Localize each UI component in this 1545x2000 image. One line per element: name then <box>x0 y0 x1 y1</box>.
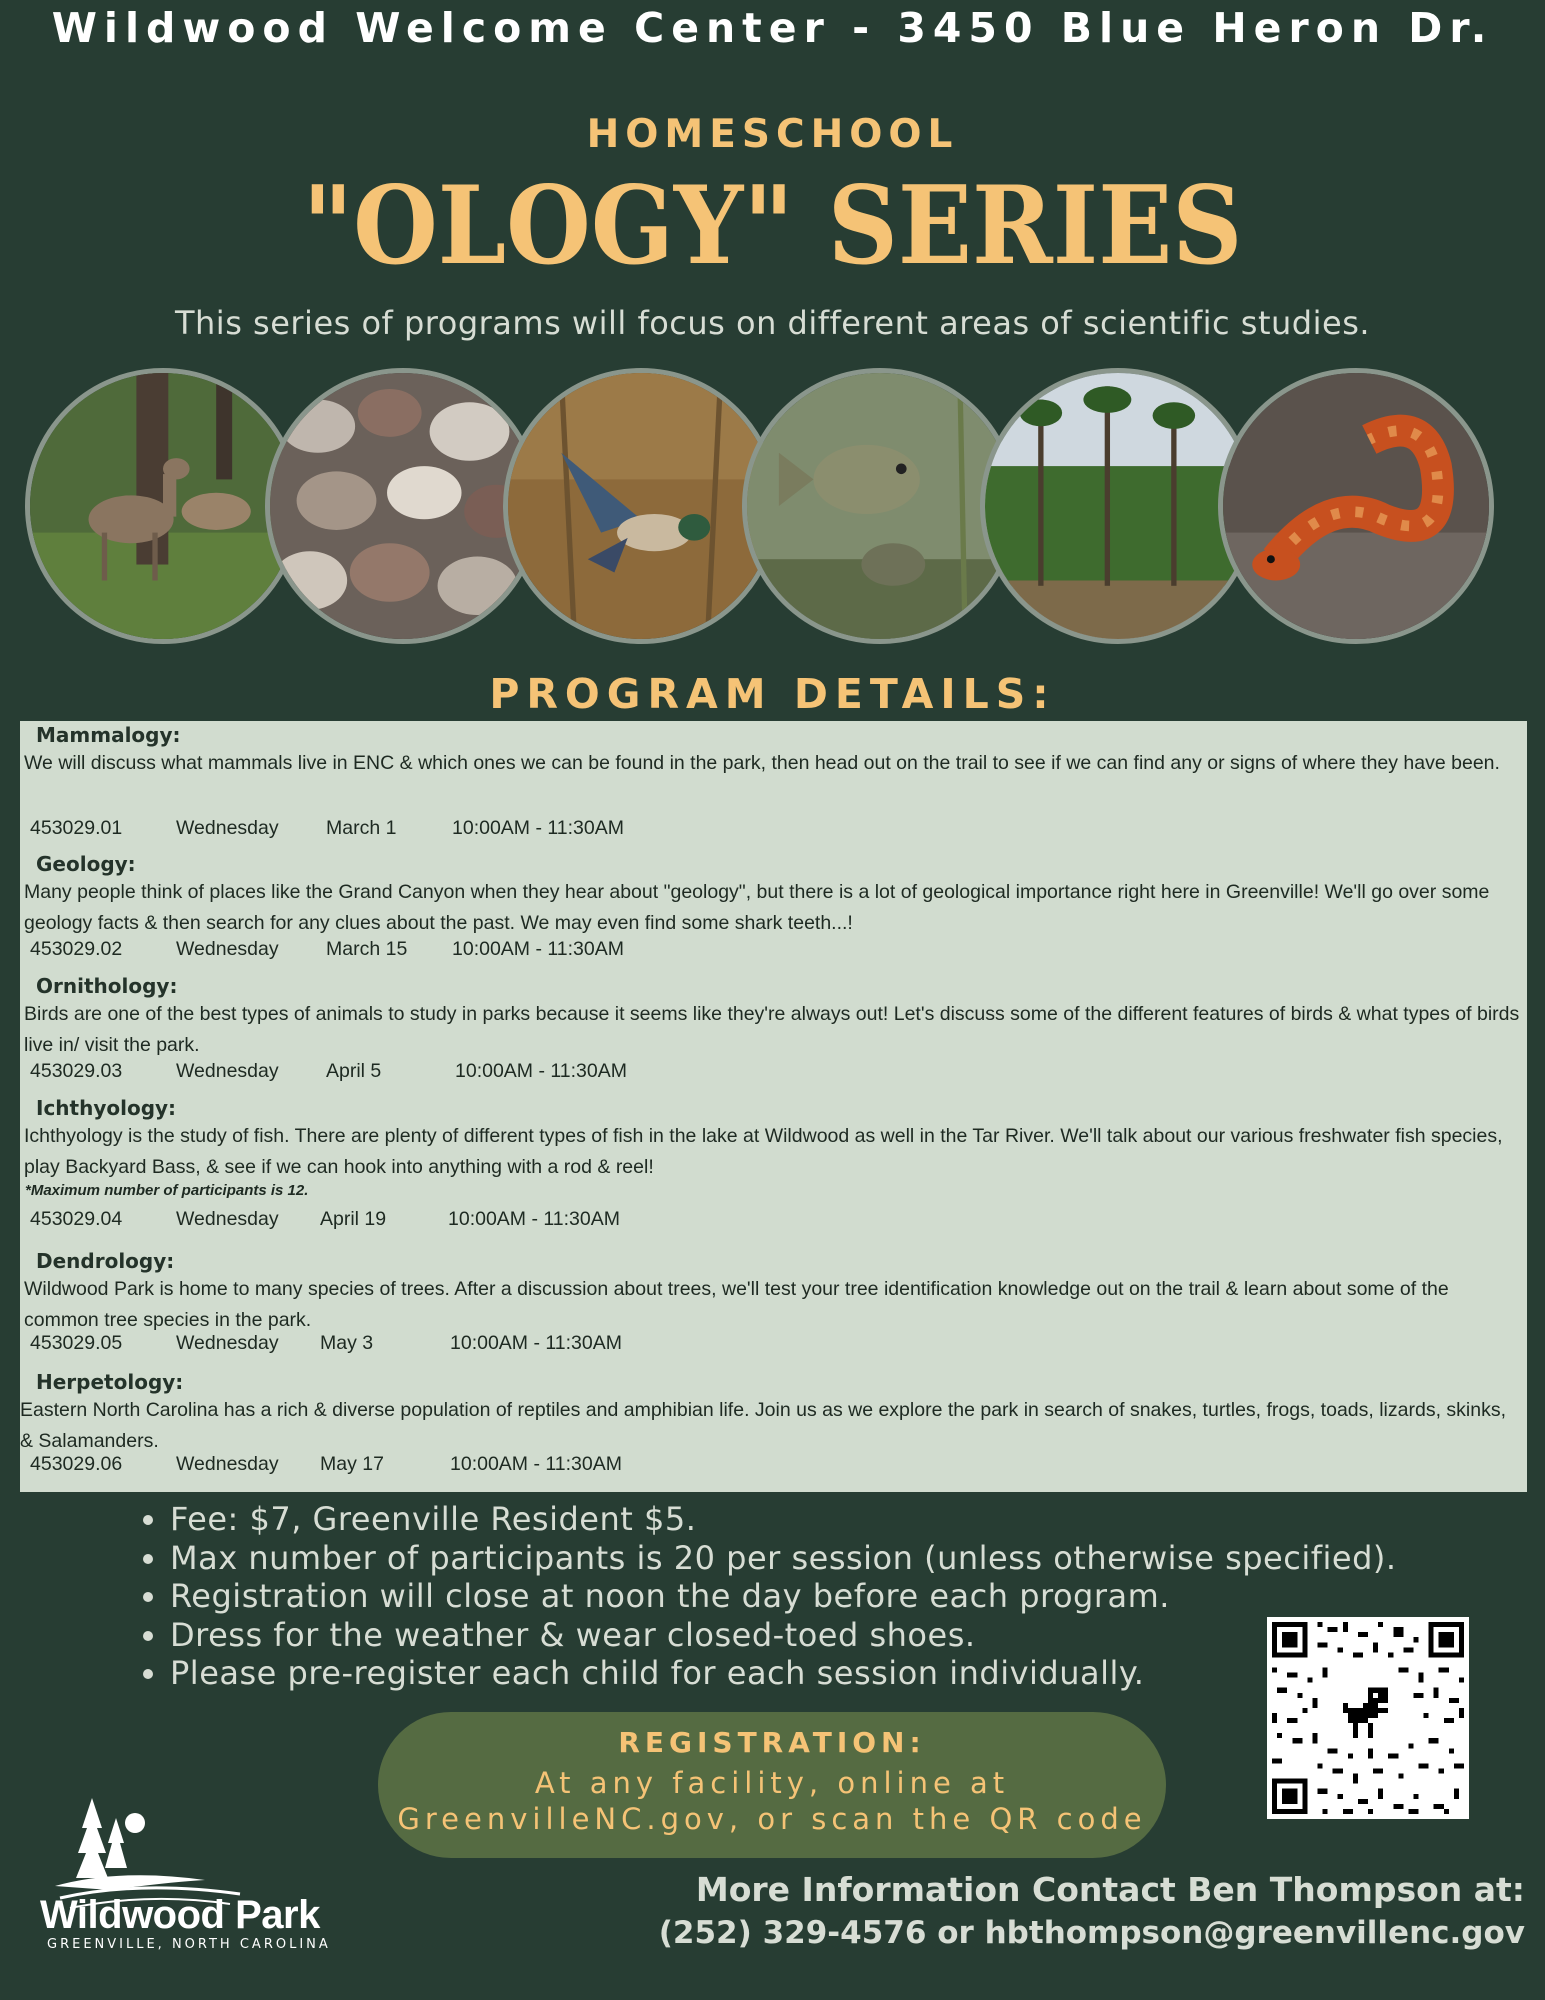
program-code: 453029.05 <box>30 1332 123 1354</box>
registration-line-1: At any facility, online at <box>534 1766 1010 1800</box>
program-description: Many people think of places like the Grand Canyon when they hear about "geology", but there is a lot of geological importance right here in Greenville! We'll go over some geology facts & then search for any clues about the past. We may even find some shark teeth...! <box>24 881 1490 934</box>
bullet-fee: • Fee: $7, Greenville Resident $5. <box>170 1500 1470 1539</box>
sunfish-photo <box>742 368 1018 644</box>
program-note: *Maximum number of participants is 12. <box>25 1182 309 1199</box>
program-time: 10:00AM - 11:30AM <box>452 938 624 960</box>
contact-details[interactable]: (252) 329-4576 or hbthompson@greenvillenc.gov <box>658 1915 1525 1951</box>
registration-line-2[interactable]: GreenvilleNC.gov, or scan the QR code <box>397 1802 1147 1836</box>
header-address: Wildwood Welcome Center - 3450 Blue Heron Dr. <box>51 4 1494 52</box>
program-time: 10:00AM - 11:30AM <box>450 1453 622 1475</box>
program-date: May 17 <box>320 1453 384 1475</box>
program-description: Birds are one of the best types of animals to study in parks because it seems like they're always out! Let's discuss some of the different features of birds & what types of birds live in/ visit the park. <box>24 1003 1520 1056</box>
qr-code[interactable] <box>1267 1617 1469 1819</box>
bullet-dress: • Dress for the weather & wear closed-toed shoes. <box>170 1616 1470 1655</box>
program-code: 453029.02 <box>30 938 123 960</box>
program-date: March 1 <box>326 817 397 839</box>
program-description: We will discuss what mammals live in ENC & which ones we can be found in the park, then head out on the trail to see if we can find any or signs of where they have been. <box>24 752 1500 774</box>
program-description: Wildwood Park is home to many species of trees. After a discussion about trees, we'll test your tree identification knowledge out on the trail & learn about some of the common tree species in the park. <box>24 1278 1449 1331</box>
program-name: Geology: <box>36 852 136 876</box>
program-date: April 5 <box>326 1060 382 1082</box>
bullet-pre-register: • Please pre-register each child for each session individually. <box>170 1654 1470 1693</box>
program-name: Ichthyology: <box>36 1096 177 1120</box>
program-date: May 3 <box>320 1332 374 1354</box>
wood-duck-photo <box>503 368 779 644</box>
program-name: Mammalogy: <box>36 723 181 747</box>
series-eyebrow: HOMESCHOOL <box>586 112 959 157</box>
program-day: Wednesday <box>176 938 279 960</box>
photo-strip <box>25 368 1505 653</box>
program-time: 10:00AM - 11:30AM <box>455 1060 627 1082</box>
river-rocks-photo <box>265 368 541 644</box>
program-name: Ornithology: <box>36 974 178 998</box>
corn-snake-photo <box>1218 368 1494 644</box>
program-day: Wednesday <box>176 817 279 839</box>
series-title: "OLOGY" SERIES <box>302 163 1243 289</box>
program-date: March 15 <box>326 938 408 960</box>
logo-wordmark: Wildwood Park <box>40 1893 320 1937</box>
bullet-registration-close: • Registration will close at noon the day before each program. <box>170 1577 1470 1616</box>
program-details-heading: PROGRAM DETAILS: <box>489 670 1056 718</box>
program-time: 10:00AM - 11:30AM <box>452 817 624 839</box>
bullet-max-participants: • Max number of participants is 20 per session (unless otherwise specified). <box>170 1539 1470 1578</box>
deer-photo <box>25 368 301 644</box>
program-code: 453029.03 <box>30 1060 123 1082</box>
pine-forest-photo <box>980 368 1256 644</box>
program-description: Eastern North Carolina has a rich & diverse population of reptiles and amphibian life. Join us as we explore the park in search of snakes, turtles, frogs, toads, lizards, skinks, & Salamanders. <box>20 1399 1506 1452</box>
registration-callout <box>378 1712 1166 1858</box>
registration-title: REGISTRATION: <box>618 1726 926 1759</box>
program-code: 453029.01 <box>30 817 123 839</box>
program-day: Wednesday <box>176 1208 279 1230</box>
program-name: Herpetology: <box>36 1370 184 1394</box>
program-code: 453029.04 <box>30 1208 123 1230</box>
program-name: Dendrology: <box>36 1249 175 1273</box>
program-day: Wednesday <box>176 1332 279 1354</box>
logo-location: GREENVILLE, NORTH CAROLINA <box>47 1937 331 1952</box>
program-time: 10:00AM - 11:30AM <box>450 1332 622 1354</box>
program-description: Ichthyology is the study of fish. There are plenty of different types of fish in the lake at Wildwood as well in the Tar River. We'll talk about our various freshwater fish species, play Backyard Bass, & see if we can hook into anything with a rod & reel! <box>24 1125 1503 1178</box>
program-day: Wednesday <box>176 1060 279 1082</box>
program-time: 10:00AM - 11:30AM <box>448 1208 620 1230</box>
program-details-panel <box>20 721 1527 1492</box>
series-subtitle: This series of programs will focus on different areas of scientific studies. <box>174 304 1371 342</box>
program-day: Wednesday <box>176 1453 279 1475</box>
program-date: April 19 <box>320 1208 387 1230</box>
contact-heading: More Information Contact Ben Thompson at: <box>695 1870 1525 1909</box>
program-code: 453029.06 <box>30 1453 123 1475</box>
